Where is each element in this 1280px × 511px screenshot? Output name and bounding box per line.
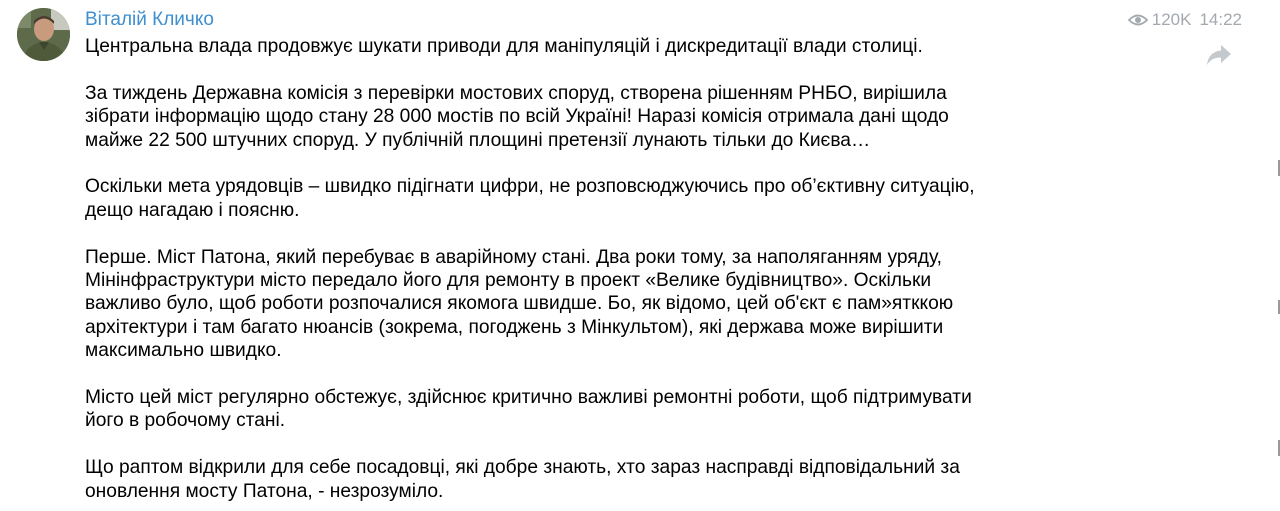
message-paragraph: Що раптом відкрили для себе посадовці, які добре знають, хто зараз насправді відповідальний за оновлення мосту Патона, - незрозуміло. <box>85 457 960 502</box>
post-time: 14:22 <box>1199 10 1242 29</box>
message-paragraph: Оскільки мета урядовців – швидко підігнати цифри, не розповсюджуючись про об’єктивну ситуацію, дещо нагадаю і поясню. <box>85 176 975 221</box>
message-paragraph: Центральна влада продовжує шукати приводи для маніпуляцій і дискредитації влади столиці. <box>85 36 923 57</box>
scrollbar-edge[interactable] <box>1272 0 1280 511</box>
share-arrow-icon[interactable] <box>1205 42 1233 68</box>
post-meta <box>1128 10 1242 30</box>
message-paragraph: Місто цей міст регулярно обстежує, здійснює критично важливі ремонтні роботи, щоб підтримувати його в робочому стані. <box>85 387 972 432</box>
avatar[interactable] <box>17 8 70 61</box>
views-count: 120K <box>1151 10 1192 29</box>
message-paragraph: За тиждень Державна комісія з перевірки мостових споруд, створена рішенням РНБО, вирішила зібрати інформацію щодо стану 28 000 мостів по всій Україні! Наразі комісія отримала дані щодо майже 22 500 штучних споруд. У публічній площині претензії лунають тільки до Києва… <box>85 82 949 151</box>
avatar-photo <box>17 8 70 61</box>
message-body <box>85 35 1045 511</box>
message-paragraph: Перше. Міст Патона, який перебуває в аварійному стані. Два роки тому, за наполяганням уряду, Мінінфраструктури місто передало його для ремонту в проект «Велике будівництво». Оскільки важливо було, щоб роботи розпочалися якомога швидше. Бо, як відомо, цей об'єкт є пам»ятккою архітектури і там багато нюансів (зокрема, погоджень з Мінкультом), які держава може вирішити максимально швидко. <box>85 246 954 362</box>
eye-icon <box>1128 13 1148 27</box>
author-name[interactable]: Віталій Кличко <box>85 9 214 30</box>
